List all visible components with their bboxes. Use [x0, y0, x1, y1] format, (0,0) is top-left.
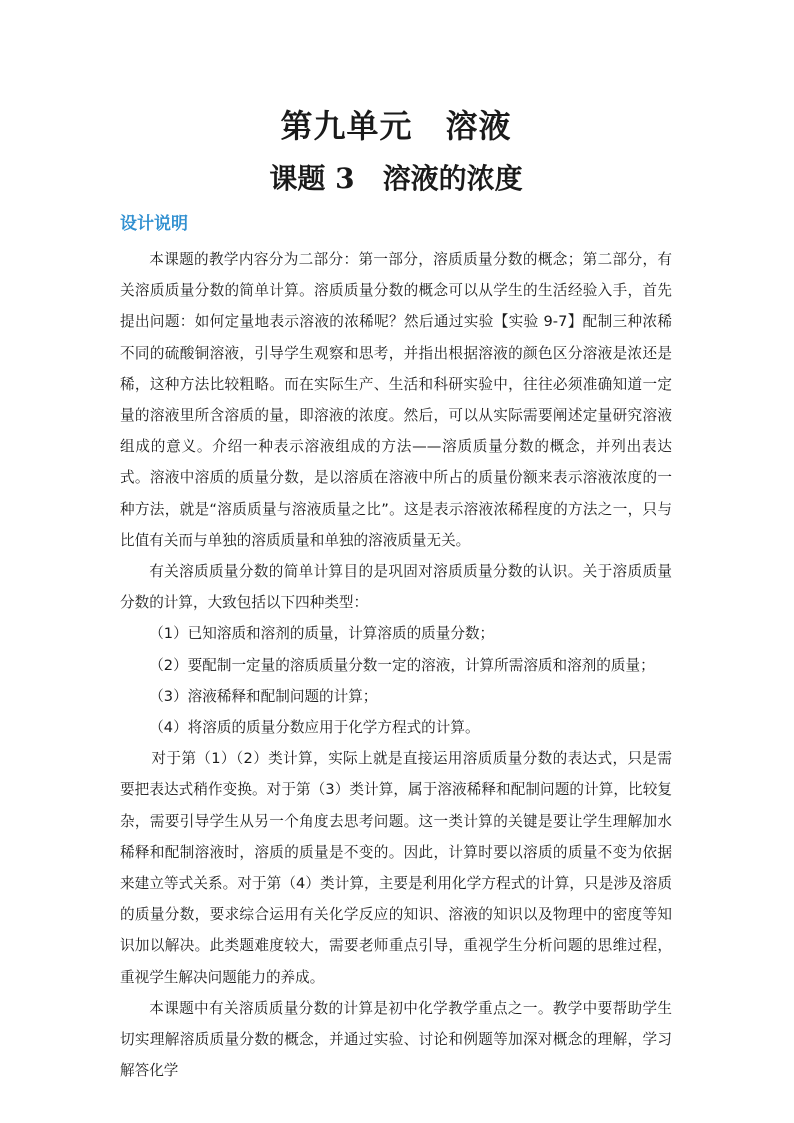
paragraph-teaching-focus: 本课题中有关溶质质量分数的计算是初中化学教学重点之一。教学中要帮助学生切实理解溶质质量分数的概念，并通过实验、讨论和例题等加深对概念的理解，学习解答化学 — [120, 999, 672, 1080]
body-text — [120, 244, 672, 1086]
page-title: 第九单元 溶液 — [280, 107, 512, 145]
list-item-type-3: （3）溶液稀释和配制问题的计算； — [149, 687, 378, 705]
paragraph-intro: 本课题的教学内容分为二部分：第一部分，溶质质量分数的概念；第二部分，有关溶质质量分数的简单计算。溶质质量分数的概念可以从学生的生活经验入手，首先提出问题：如何定量地表示溶液的浓稀呢？然后通过实验【实验 9-7】配制三种浓稀不同的硫酸铜溶液，引导学生观察和思考，并指出根据溶液的颜色区分溶液是浓还是稀，这种方法比较粗略。而在实际生产、生活和科研实验中，往往必须准确知道一定量的溶液里所含溶质的量，即溶液的浓度。然后，可以从实际需要阐述定量研究溶液组成的意义。介绍一种表示溶液组成的方法——溶质质量分数的概念，并列出表达式。溶液中溶质的质量分数，是以溶质在溶液中所占的质量份额来表示溶液浓度的一种方法，就是“溶质质量与溶液质量之比”。这是表示溶液浓稀程度的方法之一，只与比值有关而与单独的溶质质量和单独的溶液质量无关。 — [120, 251, 672, 549]
paragraph-calculation-guidance: 对于第（1）（2）类计算，实际上就是直接运用溶质质量分数的表达式，只是需要把表达式稍作变换。对于第（3）类计算，属于溶液稀释和配制问题的计算，比较复杂，需要引导学生从另一个角度去思考问题。这一类计算的关键是要让学生理解加水稀释和配制溶液时，溶质的质量是不变的。因此，计算时要以溶质的质量不变为依据来建立等式关系。对于第（4）类计算，主要是利用化学方程式的计算，只是涉及溶质的质量分数，要求综合运用有关化学反应的知识、溶液的知识以及物理中的密度等知识加以解决。此类题难度较大，需要老师重点引导，重视学生分析问题的思维过程，重视学生解决问题能力的养成。 — [120, 750, 672, 986]
list-item-type-1: （1）已知溶质和溶剂的质量，计算溶质的质量分数； — [149, 625, 495, 643]
paragraph-calculation-types: 有关溶质质量分数的简单计算目的是巩固对溶质质量分数的认识。关于溶质质量分数的计算，大致包括以下四种类型： — [120, 563, 672, 612]
list-item-type-4: （4）将溶质的质量分数应用于化学方程式的计算。 — [149, 719, 480, 737]
list-item-type-2: （2）要配制一定量的溶质质量分数一定的溶液，计算所需溶质和溶剂的质量； — [149, 656, 655, 674]
section-heading-design-notes: 设计说明 — [120, 214, 188, 234]
lesson-subtitle: 课题 3 溶液的浓度 — [269, 162, 523, 195]
